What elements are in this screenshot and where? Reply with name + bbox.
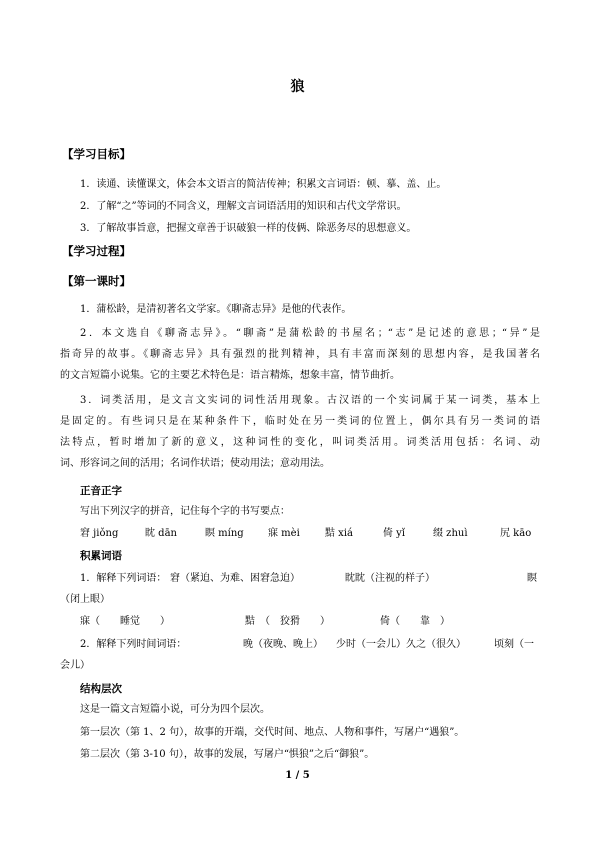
- vocab-q2-term3-cont: 会儿）: [60, 660, 90, 671]
- goal-item-3: 3．了解故事旨意，把握文章善于识破狼一样的伎俩、除恶务尽的思想意义。: [80, 223, 417, 234]
- subheading-vocabulary: 积累词语: [80, 550, 122, 562]
- document-page: 狼 【学习目标】 1．读通、读懂课文，体会本文语言的简洁传神；积累文言词语：顿、摹、盖、止。 2．了解“之”等词的不同含义，理解文言词语活用的知识和古代文学常识。 3．了解故事旨意，把握文章善于识破狼一样的伎俩、除恶务尽的思想意义。 【学习过程】 【第一课时】 1．蒲松龄，是清初著名文学家。《聊斋志异》是他的代表作。 2．本文选自《聊斋志异》。“聊斋”是蒲松龄的书屋名；“志”是记述的意思；“异”是 指奇异的故事。《聊斋志异》具有强烈的批判精神，具有丰富而深刻的思想内容，是我国著名 的文言短篇小说集。它的主要艺术特色是：语言精炼，想象丰富，情节曲折。 3．词类活用，是文言文实词的词性活用现象。古汉语的一个实词属于某一词类，基本上 是固定的。有些词只是在某种条件下，临时处在另一类词的位置上，偶尔具有另一类词的语 法特点，暂时增加了新的意义，这种词性的变化，叫词类活用。词类活用包括：名词、动 词、形容词之间的活用；名词作状语；使动用法；意动用法。 正音正字 写出下列汉字的拼音，记住每个字的书写要点： 窘 jiǒng 眈 dān 瞑 míng 寐 mèi 黠 xiá 倚 yǐ 缀 zhuì 尻 kāo 积累词语 1．解释下列词语： 窘（紧迫、为难、困窘急迫） 眈眈（注视的样子） 瞑 （闭上眼） 寐（ 睡觉 ） 黠 （ 狡猾 ） 倚（ 靠 ） 2．解释下列时间词语： 晚（夜晚、晚上） 少时（一会儿）久之（很久） 顷刻（一 会儿） 结构层次 这是一篇文言短篇小说，可分为四个层次。 第一层次（第 1、2 句），故事的开端，交代时间、地点、人物和事件，写屠户“遇狼”。 第二层次（第 3-10 句），故事的发展，写屠户“惧狼”之后“御狼”。 1 / 5: [0, 0, 595, 841]
- section-heading-goals: 【学习目标】: [62, 147, 131, 161]
- pinyin-item: 瞑 míng: [205, 528, 244, 539]
- pronunciation-instruction: 写出下列汉字的拼音，记住每个字的书写要点：: [80, 506, 290, 517]
- paragraph-author: 1．蒲松龄，是清初著名文学家。《聊斋志异》是他的代表作。: [80, 304, 352, 315]
- paragraph-source-line2: 指奇异的故事。《聊斋志异》具有强烈的批判精神，具有丰富而深刻的思想内容，是我国著名: [60, 349, 540, 360]
- paragraph-grammar-line4: 词、形容词之间的活用；名词作状语；使动用法；意动用法。: [60, 458, 330, 469]
- paragraph-source-line3: 的文言短篇小说集。它的主要艺术特色是：语言精炼，想象丰富，情节曲折。: [60, 370, 400, 381]
- paragraph-grammar-line2: 是固定的。有些词只是在某种条件下，临时处在另一类词的位置上，偶尔具有另一类词的语: [60, 416, 540, 427]
- pinyin-item: 寐 mèi: [268, 528, 300, 539]
- pinyin-item: 缀 zhuì: [433, 528, 468, 539]
- structure-layer-2: 第二层次（第 3-10 句），故事的发展，写屠户“惧狼”之后“御狼”。: [80, 749, 375, 760]
- subheading-pronunciation: 正音正字: [80, 485, 122, 497]
- section-heading-process: 【学习过程】: [62, 244, 131, 258]
- structure-intro: 这是一篇文言短篇小说，可分为四个层次。: [80, 704, 270, 715]
- pinyin-item: 倚 yǐ: [383, 528, 406, 539]
- page-title: 狼: [290, 79, 305, 95]
- subheading-structure: 结构层次: [80, 683, 122, 695]
- section-heading-lesson1: 【第一课时】: [62, 274, 131, 288]
- pinyin-item: 黠 xiá: [325, 528, 353, 539]
- paragraph-source-line1: 2．本文选自《聊斋志异》。“聊斋”是蒲松龄的书屋名；“志”是记述的意思；“异”是: [80, 328, 540, 339]
- pinyin-item: 尻 kāo: [500, 528, 532, 539]
- paragraph-grammar-line1: 3．词类活用，是文言文实词的词性活用现象。古汉语的一个实词属于某一词类，基本上: [80, 395, 540, 406]
- vocab-q1-term3-meaning: （闭上眼）: [60, 594, 110, 605]
- pinyin-item: 眈 dān: [145, 528, 177, 539]
- goal-item-1: 1．读通、读懂课文，体会本文语言的简洁传神；积累文言词语：顿、摹、盖、止。: [80, 179, 447, 190]
- paragraph-grammar-line3: 法特点，暂时增加了新的意义，这种词性的变化，叫词类活用。词类活用包括：名词、动: [60, 437, 540, 448]
- page-number: 1 / 5: [285, 770, 310, 781]
- goal-item-2: 2．了解“之”等词的不同含义，理解文言词语活用的知识和古代文学常识。: [80, 201, 407, 212]
- pinyin-item: 窘 jiǒng: [80, 528, 119, 539]
- structure-layer-1: 第一层次（第 1、2 句），故事的开端，交代时间、地点、人物和事件，写屠户“遇狼”。: [80, 727, 465, 738]
